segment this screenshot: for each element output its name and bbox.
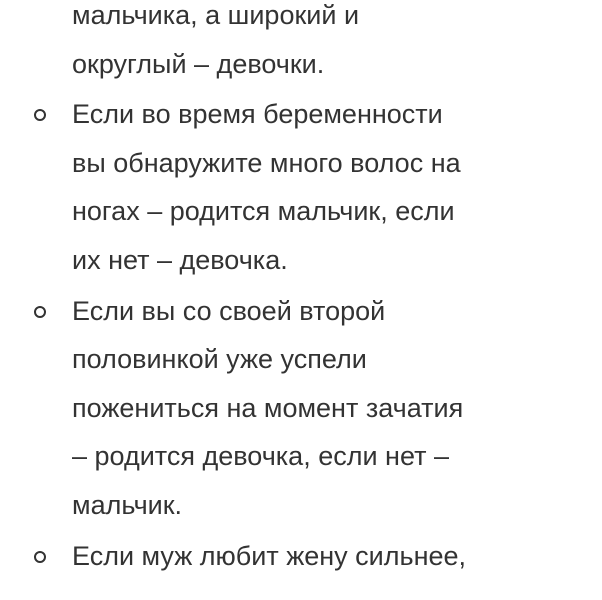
text-line: округлый – девочки. <box>72 48 325 79</box>
list-item <box>0 532 602 581</box>
hollow-circle-bullet-icon <box>34 551 46 563</box>
text-line: Если муж любит жену сильнее, <box>72 540 467 571</box>
text-line: мальчика, а широкий и <box>72 0 360 30</box>
hollow-circle-bullet-icon <box>34 306 46 318</box>
text-line: половинкой уже успели <box>72 344 367 375</box>
text-line: пожениться на момент зачатия <box>72 392 464 423</box>
list-item <box>0 287 602 530</box>
list-item <box>0 90 602 284</box>
text-line: – родится девочка, если нет – <box>72 441 449 472</box>
hollow-circle-bullet-icon <box>34 109 46 121</box>
text-line: мальчик. <box>72 489 183 520</box>
text-line: вы обнаружите много волос на <box>72 147 461 178</box>
text-line: ногах – родится мальчик, если <box>72 196 455 227</box>
list-item-fragment <box>0 0 602 88</box>
text-line: их нет – девочка. <box>72 244 288 275</box>
text-line: Если во время беременности <box>72 99 443 130</box>
text-line: Если вы со своей второй <box>72 295 386 326</box>
